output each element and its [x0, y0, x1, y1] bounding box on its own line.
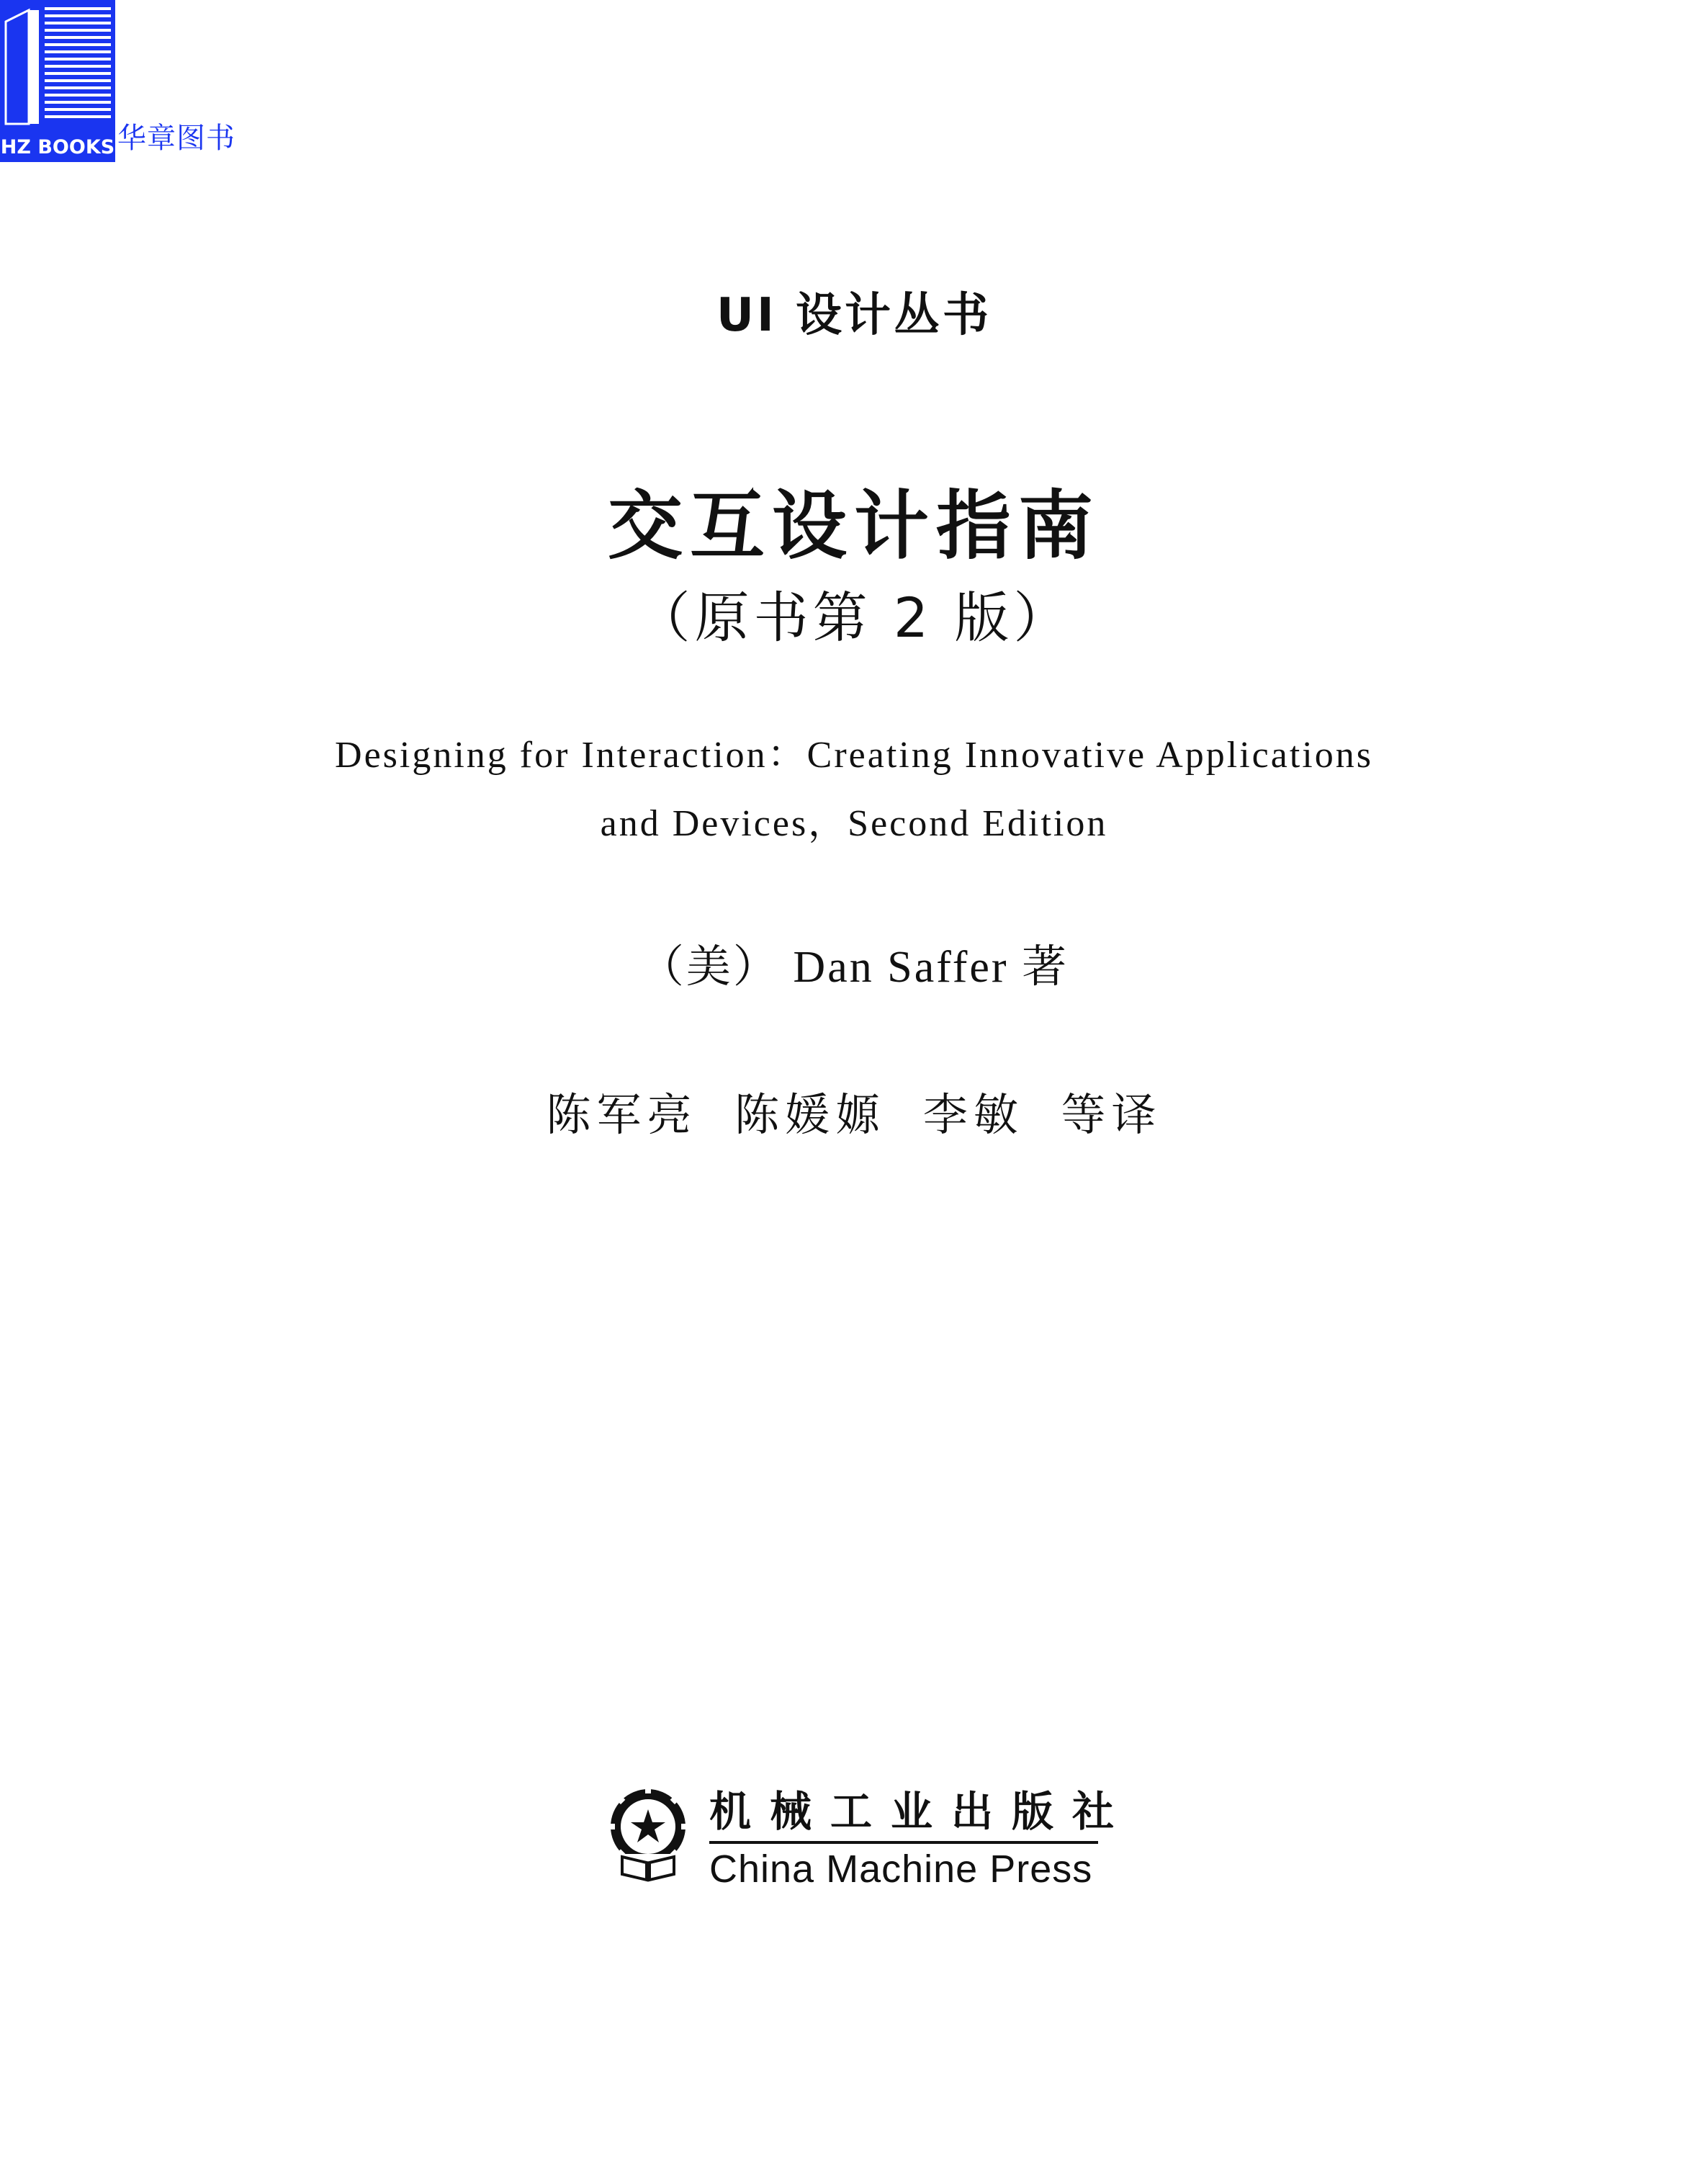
hz-books-logo: [0, 0, 115, 162]
edition-label: （原书第 2 版）: [635, 586, 1073, 650]
english-title-line-1: Designing for Interaction：Creating Innovative Applications: [335, 735, 1373, 776]
gear-star-book-emblem-icon: [605, 1785, 691, 1886]
book-title: 交互设计指南: [607, 482, 1100, 570]
publisher-name-cn: 机械工业出版社: [709, 1787, 1133, 1836]
publisher-block: [605, 1785, 1133, 1900]
author-line: （美） Dan Saffer 著: [639, 943, 1069, 992]
publisher-divider: [709, 1841, 1098, 1844]
publisher-name-en: China Machine Press: [709, 1847, 1093, 1891]
brand-name: 华章图书: [117, 122, 235, 155]
door-book-icon: [0, 0, 115, 162]
translators-line: 陈军亮 陈媛嫄 李敏 等译: [546, 1088, 1162, 1141]
hz-books-label: HZ BOOKS: [0, 136, 115, 158]
series-title: UI 设计丛书: [716, 289, 992, 342]
english-title-line-2: and Devices，Second Edition: [600, 803, 1108, 844]
